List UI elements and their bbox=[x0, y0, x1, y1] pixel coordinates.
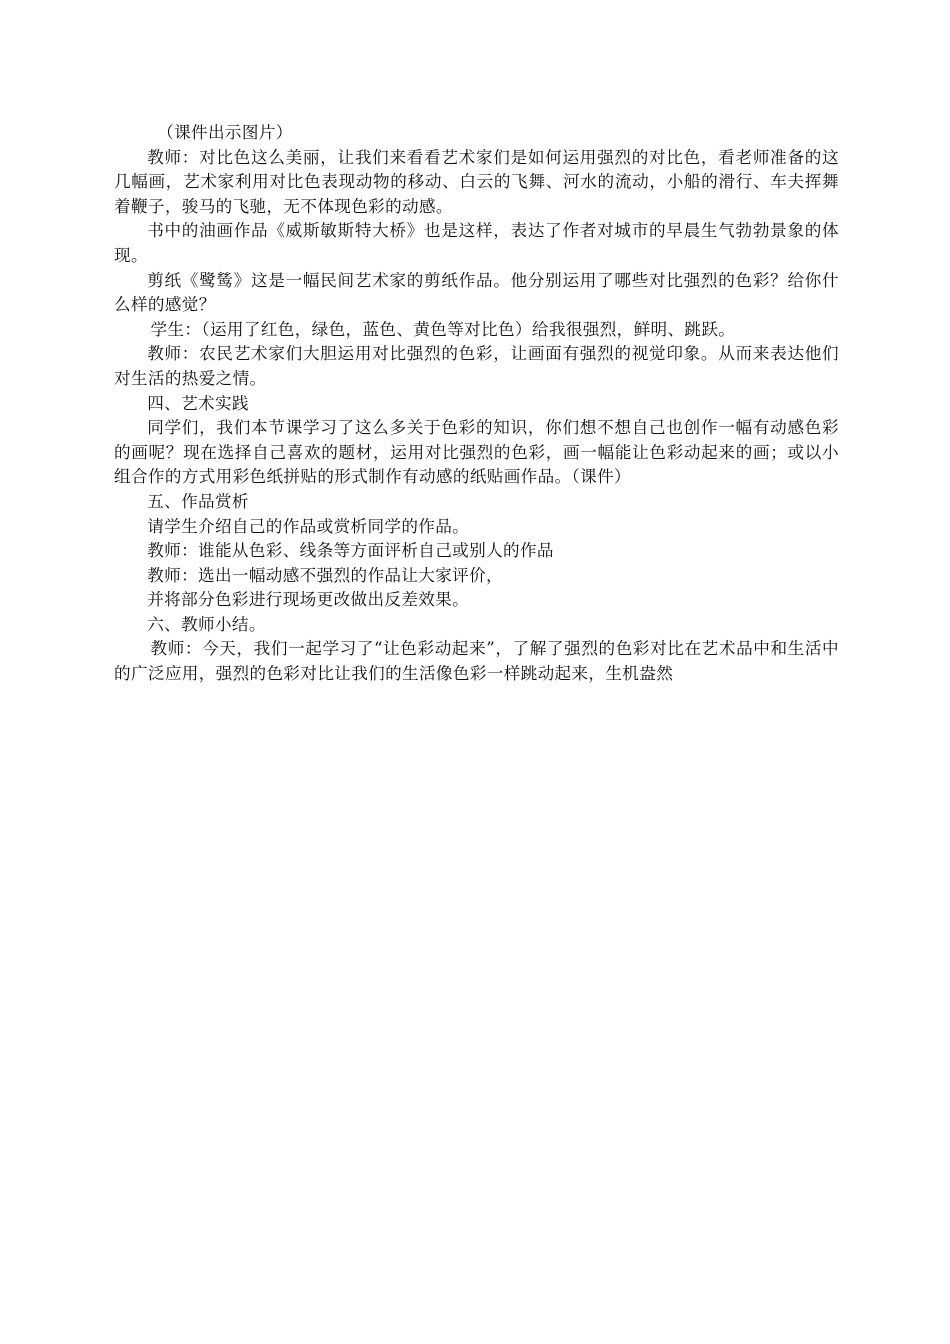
section-heading-appreciation: 五、作品赏析 bbox=[147, 491, 249, 511]
paragraph-paper-cut: 剪纸《鹭鸶》这是一幅民间艺术家的剪纸作品。他分别运用了哪些对比强烈的色彩？给你什么样的感觉？ bbox=[114, 270, 839, 315]
paragraph-student-answer: 学生：（运用了红色，绿色，蓝色、黄色等对比色）给我很强烈，鲜明、跳跃。 bbox=[150, 319, 736, 339]
paragraph-teacher-contrast-colors: 教师：对比色这么美丽，让我们来看看艺术家们是如何运用强烈的对比色，看老师准备的这几幅画，艺术家利用对比色表现动物的移动、白云的飞舞、河水的流动，小船的滑行、车夫挥舞着鞭子，骏马的飞驰，无不体现色彩的动感。 bbox=[114, 147, 839, 216]
paragraph-westminster-bridge: 书中的油画作品《威斯敏斯特大桥》也是这样，表达了作者对城市的早晨生气勃勃景象的体现。 bbox=[114, 221, 839, 265]
paragraph-teacher-summary: 教师：今天，我们一起学习了“让色彩动起来”，了解了强烈的色彩对比在艺术品中和生活中的广泛应用，强烈的色彩对比让我们的生活像色彩一样跳动起来，生机盎然 bbox=[114, 639, 839, 684]
paragraph-teacher-select: 教师：选出一幅动感不强烈的作品让大家评价， bbox=[147, 565, 504, 585]
paragraph-art-practice: 同学们，我们本节课学习了这么多关于色彩的知识，你们想不想自己也创作一幅有动感色彩的画呢？现在选择自己喜欢的题材，运用对比强烈的色彩，画一幅能让色彩动起来的画；或以小组合作的方式用彩色纸拼贴的形式制作有动感的纸贴画作品。（课件） bbox=[114, 418, 839, 487]
paragraph-modify-colors: 并将部分色彩进行现场更改做出反差效果。 bbox=[147, 590, 470, 610]
paragraph-teacher-evaluate: 教师：谁能从色彩、线条等方面评析自己或别人的作品 bbox=[147, 541, 554, 561]
section-heading-summary: 六、教师小结。 bbox=[147, 614, 266, 634]
document-body bbox=[114, 121, 839, 687]
paragraph-courseware-note: （课件出示图片） bbox=[157, 123, 293, 142]
paragraph-student-introduce: 请学生介绍自己的作品或赏析同学的作品。 bbox=[147, 516, 470, 536]
paragraph-teacher-folk-artists: 教师：农民艺术家们大胆运用对比强烈的色彩，让画面有强烈的视觉印象。从而来表达他们对生活的热爱之情。 bbox=[114, 344, 839, 388]
section-heading-art-practice: 四、艺术实践 bbox=[147, 393, 249, 413]
